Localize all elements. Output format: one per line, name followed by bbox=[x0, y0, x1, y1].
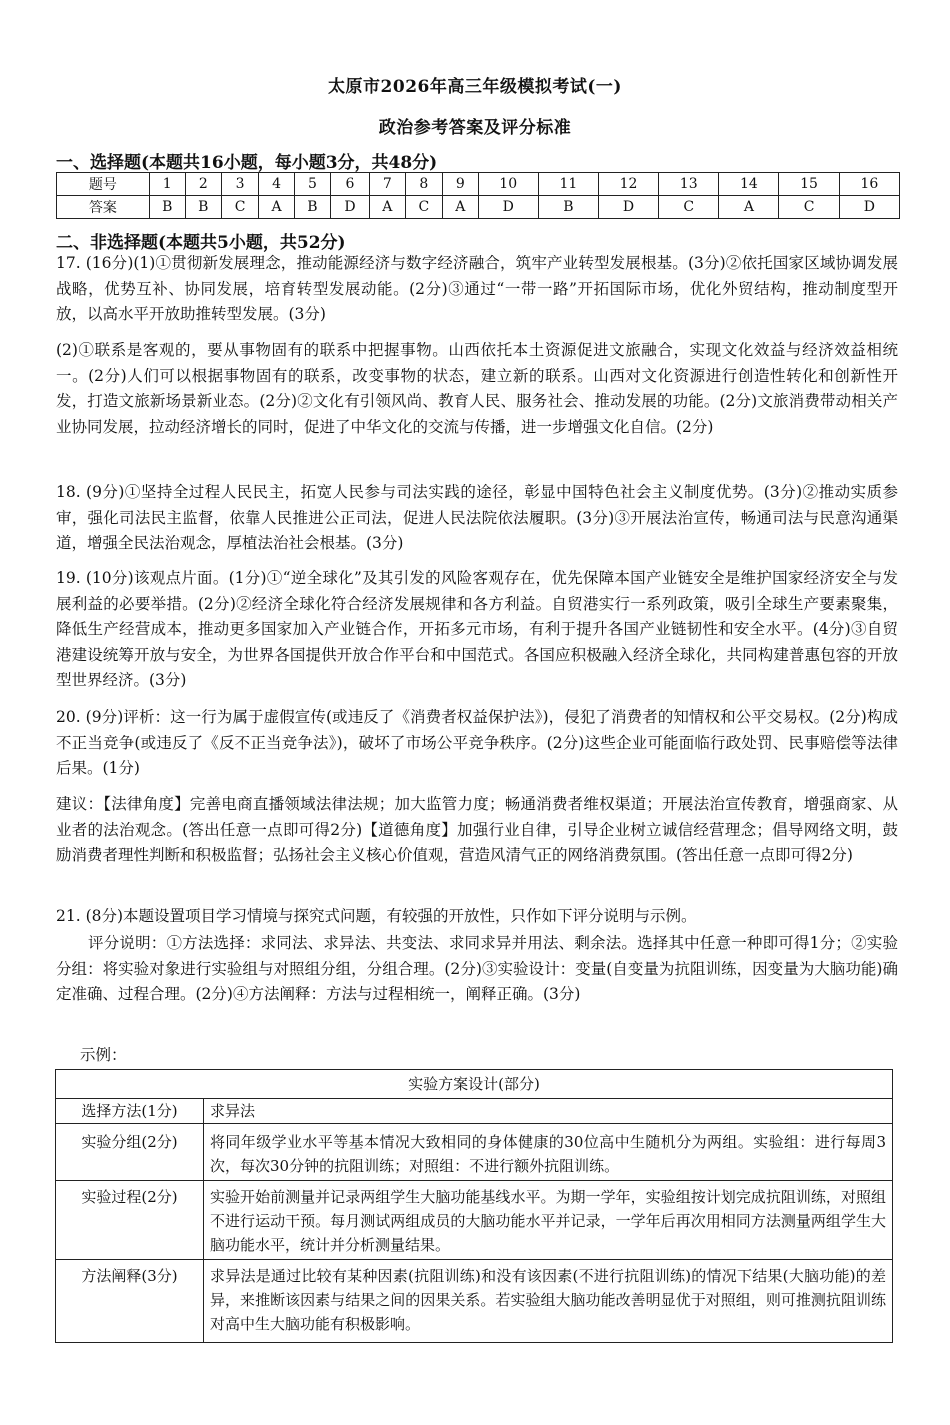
answer-cell: A bbox=[370, 196, 406, 219]
answer-cell: B bbox=[294, 196, 330, 219]
answer-cell: D bbox=[598, 196, 658, 219]
answer-cell: C bbox=[405, 196, 442, 219]
row-label: 方法阐释(3分) bbox=[56, 1260, 204, 1343]
question-number: 6 bbox=[330, 173, 369, 196]
row-label: 实验分组(2分) bbox=[56, 1124, 204, 1181]
answer-cell: D bbox=[478, 196, 538, 219]
paragraph: 17. (16分)(1)①贯彻新发展理念，推动能源经济与数字经济融合，筑牢产业转型发展根基。(3分)②依托国家区域协调发展战略，优势互补、协同发展，培育转型发展动能。(2分)③通过“一带一路”开拓国际市场，优化外贸结构，推动制度型开放，以高水平开放助推转型发展。(3分) bbox=[56, 254, 898, 323]
answer-cell: B bbox=[538, 196, 598, 219]
question-18 bbox=[56, 480, 898, 557]
answer-cell: B bbox=[149, 196, 185, 219]
answer-cell: B bbox=[185, 196, 221, 219]
table-row bbox=[56, 1124, 893, 1181]
paragraph: (2)①联系是客观的，要从事物固有的联系中把握事物。山西依托本土资源促进文旅融合，实现文化效益与经济效益相统一。(2分)人们可以根据事物固有的联系，改变事物的状态，建立新的联系。山西对文化资源进行创造性转化和创新性开发，打造文旅新场景新业态。(2分)②文化有引领风尚、教育人民、服务社会、推动发展的功能。(2分)文旅消费带动相关产业协同发展，拉动经济增长的同时，促进了中华文化的交流与传播，进一步增强文化自信。(2分) bbox=[56, 341, 898, 436]
question-20 bbox=[56, 705, 898, 782]
paragraph: 20. (9分)评析：这一行为属于虚假宣传(或违反了《消费者权益保护法》)，侵犯了消费者的知情权和公平交易权。(2分)构成不正当竞争(或违反了《反不正当竞争法》)，破坏了市场公平竞争秩序。(2分)这些企业可能面临行政处罚、民事赔偿等法律后果。(1分) bbox=[56, 708, 898, 777]
answer-cell: A bbox=[719, 196, 779, 219]
question-number-row bbox=[57, 173, 900, 196]
page-title: 太原市2026年高三年级模拟考试(一) bbox=[328, 77, 622, 97]
question-21 bbox=[56, 904, 898, 930]
row-value: 实验开始前测量并记录两组学生大脑功能基线水平。为期一学年，实验组按计划完成抗阻训练，对照组不进行运动干预。每月测试两组成员的大脑功能水平并记录，一学年后再次用相同方法测量两组学生大脑功能水平，统计并分析测量结果。 bbox=[204, 1181, 893, 1260]
question-number: 4 bbox=[259, 173, 295, 196]
page-subtitle: 政治参考答案及评分标准 bbox=[378, 118, 572, 138]
row-value: 求异法 bbox=[204, 1099, 893, 1124]
question-number: 10 bbox=[478, 173, 538, 196]
experiment-design-table bbox=[55, 1069, 893, 1343]
row-value: 将同年级学业水平等基本情况大致相同的身体健康的30位高中生随机分为两组。实验组：进行每周3次，每次30分钟的抗阻训练；对照组：不进行额外抗阻训练。 bbox=[204, 1124, 893, 1181]
answer-cell: D bbox=[330, 196, 369, 219]
question-number: 16 bbox=[839, 173, 899, 196]
question-number: 11 bbox=[538, 173, 598, 196]
question-21-scoring bbox=[56, 931, 898, 1008]
example-label: 示例： bbox=[80, 1046, 127, 1064]
row-label: 选择方法(1分) bbox=[56, 1099, 204, 1124]
question-number: 14 bbox=[719, 173, 779, 196]
question-number: 5 bbox=[294, 173, 330, 196]
table-row bbox=[56, 1181, 893, 1260]
question-number: 12 bbox=[598, 173, 658, 196]
question-17-part1 bbox=[56, 251, 898, 328]
table-row bbox=[56, 1260, 893, 1343]
row-value: 求异法是通过比较有某种因素(抗阻训练)和没有该因素(不进行抗阻训练)的情况下结果(大脑功能)的差异，来推断该因素与结果之间的因果关系。若实验组大脑功能改善明显优于对照组，则可推测抗阻训练对高中生大脑功能有积极影响。 bbox=[204, 1260, 893, 1343]
answer-cell: D bbox=[839, 196, 899, 219]
row-label: 实验过程(2分) bbox=[56, 1181, 204, 1260]
question-number: 13 bbox=[659, 173, 719, 196]
table-row bbox=[56, 1099, 893, 1124]
paragraph: 评分说明：①方法选择：求同法、求异法、共变法、求同求异并用法、剩余法。选择其中任意一种即可得1分；②实验分组：将实验对象进行实验组与对照组分组，分组合理。(2分)③实验设计：变量(自变量为抗阻训练，因变量为大脑功能)确定准确、过程合理。(2分)④方法阐释：方法与过程相统一，阐释正确。(3分) bbox=[56, 934, 898, 1003]
question-number: 15 bbox=[779, 173, 839, 196]
choice-answer-table bbox=[56, 172, 900, 219]
section1-heading: 一、选择题(本题共16小题，每小题3分，共48分) bbox=[56, 153, 438, 173]
table-header-row bbox=[56, 1070, 893, 1099]
question-number: 3 bbox=[221, 173, 258, 196]
question-number: 8 bbox=[405, 173, 442, 196]
answer-cell: C bbox=[779, 196, 839, 219]
question-17-part2 bbox=[56, 338, 898, 440]
section2-heading: 二、非选择题(本题共5小题，共52分) bbox=[56, 233, 346, 253]
answer-cell: C bbox=[659, 196, 719, 219]
answer-row bbox=[57, 196, 900, 219]
question-number: 2 bbox=[185, 173, 221, 196]
answer-cell: A bbox=[259, 196, 295, 219]
paragraph: 建议：【法律角度】完善电商直播领域法律法规；加大监管力度；畅通消费者维权渠道；开展法治宣传教育，增强商家、从业者的法治观念。(答出任意一点即可得2分)【道德角度】加强行业自律，引导企业树立诚信经营理念；倡导网络文明，鼓励消费者理性判断和积极监督；弘扬社会主义核心价值观，营造风清气正的网络消费氛围。(答出任意一点即可得2分) bbox=[56, 795, 898, 864]
row-label-number: 题号 bbox=[57, 173, 150, 196]
answer-cell: A bbox=[443, 196, 479, 219]
answer-cell: C bbox=[221, 196, 258, 219]
question-number: 1 bbox=[149, 173, 185, 196]
paragraph: 19. (10分)该观点片面。(1分)①“逆全球化”及其引发的风险客观存在，优先保障本国产业链安全是维护国家经济安全与发展利益的必要举措。(2分)②经济全球化符合经济发展规律和各方利益。自贸港实行一系列政策，吸引全球生产要素聚集，降低生产经营成本，推动更多国家加入产业链合作，开拓多元市场，有利于提升各国产业链韧性和安全水平。(4分)③自贸港建设统筹开放与安全，为世界各国提供开放合作平台和中国范式。各国应积极融入经济全球化，共同构建普惠包容的开放型世界经济。(3分) bbox=[56, 569, 898, 689]
row-label-answer: 答案 bbox=[57, 196, 150, 219]
question-19 bbox=[56, 566, 898, 694]
question-20-suggestion bbox=[56, 792, 898, 869]
question-number: 7 bbox=[370, 173, 406, 196]
table-title: 实验方案设计(部分) bbox=[56, 1070, 893, 1099]
paragraph: 18. (9分)①坚持全过程人民民主，拓宽人民参与司法实践的途径，彰显中国特色社会主义制度优势。(3分)②推动实质参审，强化司法民主监督，依靠人民推进公正司法，促进人民法院依法履职。(3分)③开展法治宣传，畅通司法与民意沟通渠道，增强全民法治观念，厚植法治社会根基。(3分) bbox=[56, 483, 898, 552]
question-number: 9 bbox=[443, 173, 479, 196]
paragraph: 21. (8分)本题设置项目学习情境与探究式问题，有较强的开放性，只作如下评分说明与示例。 bbox=[56, 907, 697, 925]
